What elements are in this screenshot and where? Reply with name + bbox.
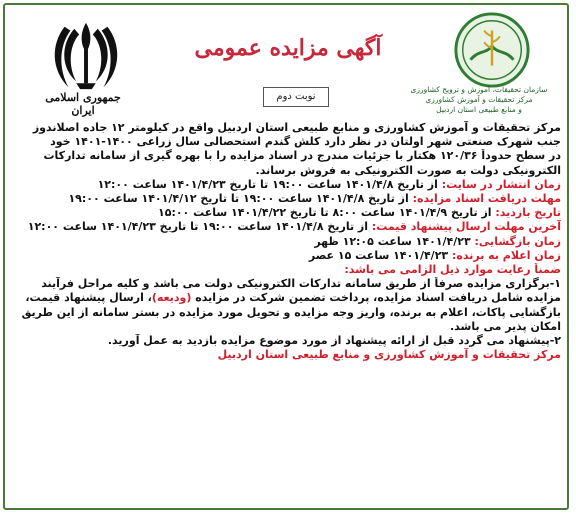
schedule-value: از تاریخ ۱۴۰۱/۴/۸ ساعت ۱۹:۰۰ تا تاریخ ۱۴۰۱/۴/۱۲ ساعت ۱۹:۰۰	[68, 192, 413, 206]
notice-title: آگهی مزایده عمومی	[194, 35, 382, 61]
schedule-visit	[13, 206, 561, 220]
org-line-2: مرکز تحقیقات و آموزش کشاورزی	[425, 95, 533, 104]
org-lines	[399, 85, 559, 115]
schedule-bid-deadline	[13, 220, 561, 234]
deposit-highlight: (ودیعه)	[151, 291, 192, 305]
emblem-caption: جمهوری اسلامی ایران	[45, 91, 121, 117]
note-1-line: ۱-برگزاری مزایده صرفاً از طریق سامانه تدارکات الکترونیکی دولت می باشد و کلیه مراحل فرآیند	[41, 277, 561, 291]
intro-line: جنب شهرک صنعتی شهر اولتان در نظر دارد کلش گندم استحصالی سال زراعی ۱۴۰۰-۱۴۰۱ خود	[50, 135, 561, 149]
schedule-docs	[13, 192, 561, 206]
schedule-value: ۱۴۰۱/۴/۲۳ ساعت ۱۵ عصر	[308, 248, 452, 262]
org-line-3: و منابع طبیعی استان اردبیل	[436, 105, 522, 114]
notice-body	[13, 121, 561, 362]
intro-line: مرکز تحقیقات و آموزش کشاورزی و منابع طبیعی استان اردبیل واقع در کیلومتر ۱۲ جاده اصلاندوز	[32, 121, 561, 134]
footer-org: مرکز تحقیقات و آموزش کشاورزی و منابع طبیعی استان اردبیل	[217, 348, 561, 362]
notice-frame	[3, 3, 569, 510]
schedule-label: زمان اعلام به برنده:	[451, 248, 561, 262]
schedule-label: زمان انتشار در سایت:	[441, 177, 561, 191]
jihad-agriculture-logo-icon	[453, 11, 531, 89]
note-1-line: بازگشایی پاکات، اعلام به برنده، واریز وجه مزایده و تحویل مورد مزایده در بستر سامانه از این طریق	[21, 305, 561, 319]
schedule-label: زمان بازگشایی:	[474, 234, 561, 248]
org-line-1: سازمان تحقیقات، آموزش و ترویج کشاورزی	[410, 85, 548, 94]
notes-heading: ضمناً رعایت موارد ذیل الزامی می باشد:	[344, 263, 561, 277]
schedule-label: مهلت دریافت اسناد مزایده:	[412, 192, 561, 206]
note-2: ۲-پیشنهاد می گردد قبل از ارائه پیشنهاد از مورد موضوع مزایده بازدید به عمل آورید.	[107, 334, 561, 348]
note-1-line: امکان پذیر می باشد.	[450, 319, 561, 333]
schedule-winner	[13, 249, 561, 263]
note-1-line	[13, 291, 561, 305]
schedule-value: از تاریخ ۱۴۰۱/۴/۸ ساعت ۱۹:۰۰ تا تاریخ ۱۴۰۱/۴/۲۳ ساعت ۱۲:۰۰	[27, 220, 372, 234]
round-badge: نوبت دوم	[263, 87, 329, 107]
schedule-publish	[13, 178, 561, 192]
schedule-value: از تاریخ ۱۴۰۱/۴/۹ ساعت ۸:۰۰ تا تاریخ ۱۴۰۱/۴/۲۲ ساعت ۱۵:۰۰	[158, 206, 496, 220]
schedule-label: تاریخ بازدید:	[495, 206, 561, 220]
notice-header	[5, 5, 567, 123]
schedule-value: از تاریخ ۱۴۰۱/۴/۸ ساعت ۱۹:۰۰ تا تاریخ ۱۴۰۱/۴/۲۳ ساعت ۱۲:۰۰	[97, 177, 442, 191]
schedule-label: آخرین مهلت ارسال پیشنهاد قیمت:	[371, 220, 561, 234]
intro-line: در سطح حدوداً ۱۲۰/۳۶ هکتار با جزئیات مندرج در اسناد مزایده را با بهره گیری از سامانه تدارکات	[43, 149, 561, 163]
schedule-value: ۱۴۰۱/۴/۲۳ ساعت ۱۲:۰۵ ظهر	[314, 234, 475, 248]
note-1-text: مزایده شامل دریافت اسناد مزایده، پرداخت تضمین شرکت در مزایده	[191, 291, 561, 305]
intro-line: الکترونیکی دولت به صورت الکترونیکی به فروش برساند.	[255, 163, 561, 177]
iran-emblem-icon	[47, 17, 125, 95]
schedule-opening	[13, 235, 561, 249]
note-1-text: ، ارسال پیشنهاد قیمت،	[25, 291, 152, 305]
